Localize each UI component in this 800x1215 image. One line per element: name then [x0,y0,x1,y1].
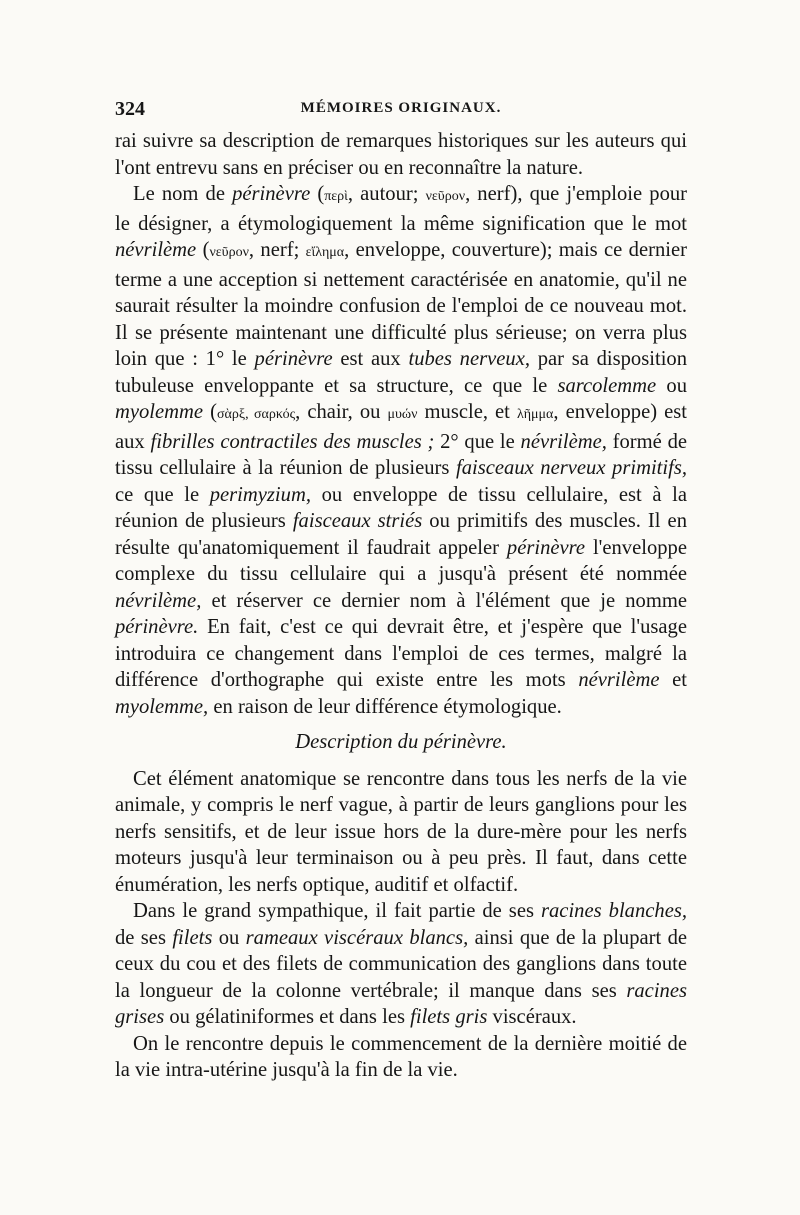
greek-word: νεῦρον [209,245,249,260]
greek-word: σὰρξ, σαρκός [216,407,296,422]
book-page [115,98,687,1084]
paragraph-naming: Le nom de périnèvre (περὶ, autour; νεῦρον, nerf), que j'emploie pour le désigner, a étymologiquement la même signification que le mot névrilème (νεῦρον, nerf; εἴλημα, enveloppe, couverture); mais ce dernier terme a une acception si nettement caractérisée en anatomie, qu'il ne saurait résulter la moindre confusion de l'emploi de ce nouveau mot. Il se présente maintenant une difficulté plus sérieuse; on verra plus loin que : 1° le périnèvre est aux tubes nerveux, par sa disposition tubuleuse enveloppante et sa structure, ce que le sarcolemme ou myolemme (σὰρξ, σαρκός, chair, ou μυών muscle, et λῆμμα, enveloppe) est aux fibrilles contractiles des muscles ; 2° que le névrilème, formé de tissu cellulaire à la réunion de plusieurs faisceaux nerveux primitifs, ce que le perimyzium, ou enveloppe de tissu cellulaire, est à la réunion de plusieurs faisceaux striés ou primitifs des muscles. Il en résulte qu'anatomiquement il faudrait appeler périnèvre l'enveloppe complexe du tissu cellulaire qui a jusqu'à présent été nommée névrilème, et réserver ce dernier nom à l'élément que je nomme périnèvre. En fait, c'est ce qui devrait être, et j'espère que l'usage introduira ce changement dans l'emploi de ces termes, malgré la différence d'orthographe qui existe entre les mots névrilème et myolemme, en raison de leur différence étymologique. [115,183,688,718]
greek-word: περὶ [324,189,348,204]
running-head [115,98,687,128]
paragraph-continuation: rai suivre sa description de remarques historiques sur les auteurs qui l'ont entrevu sans en préciser ou en reconnaître la nature. [115,130,687,179]
paragraph-timing: On le rencontre depuis le commencement de la dernière moitié de la vie intra-utérine jusqu'à la fin de la vie. [115,1032,687,1081]
paragraph-location: Cet élément anatomique se rencontre dans tous les nerfs de la vie animale, y compris le nerf vague, à partir de leurs ganglions pour les nerfs sensitifs, et de leur issue hors de la dure-mère pour les nerfs moteurs jusqu'à leur terminaison ou à peu près. Il faut, dans cette énumération, les nerfs optique, auditif et olfactif. [115,767,687,896]
greek-word: μυών [387,407,418,422]
page-number: 324 [115,98,145,120]
greek-word: λῆμμα [516,407,554,422]
journal-title: MÉMOIRES ORIGINAUX. [300,100,502,116]
greek-word: νεῦρον [425,189,466,204]
section-heading: Description du périnèvre. [295,731,507,753]
paragraph-sympathetic: Dans le grand sympathique, il fait partie de ses racines blanches, de ses filets ou rameaux viscéraux blancs, ainsi que de la plupart de ceux du cou et des filets de communication des ganglions dans toute la longueur de la colonne vertébrale; il manque dans ses racines grises ou gélatiniformes et dans les filets gris viscéraux. [115,900,688,1028]
greek-word: εἴλημα [305,245,345,260]
